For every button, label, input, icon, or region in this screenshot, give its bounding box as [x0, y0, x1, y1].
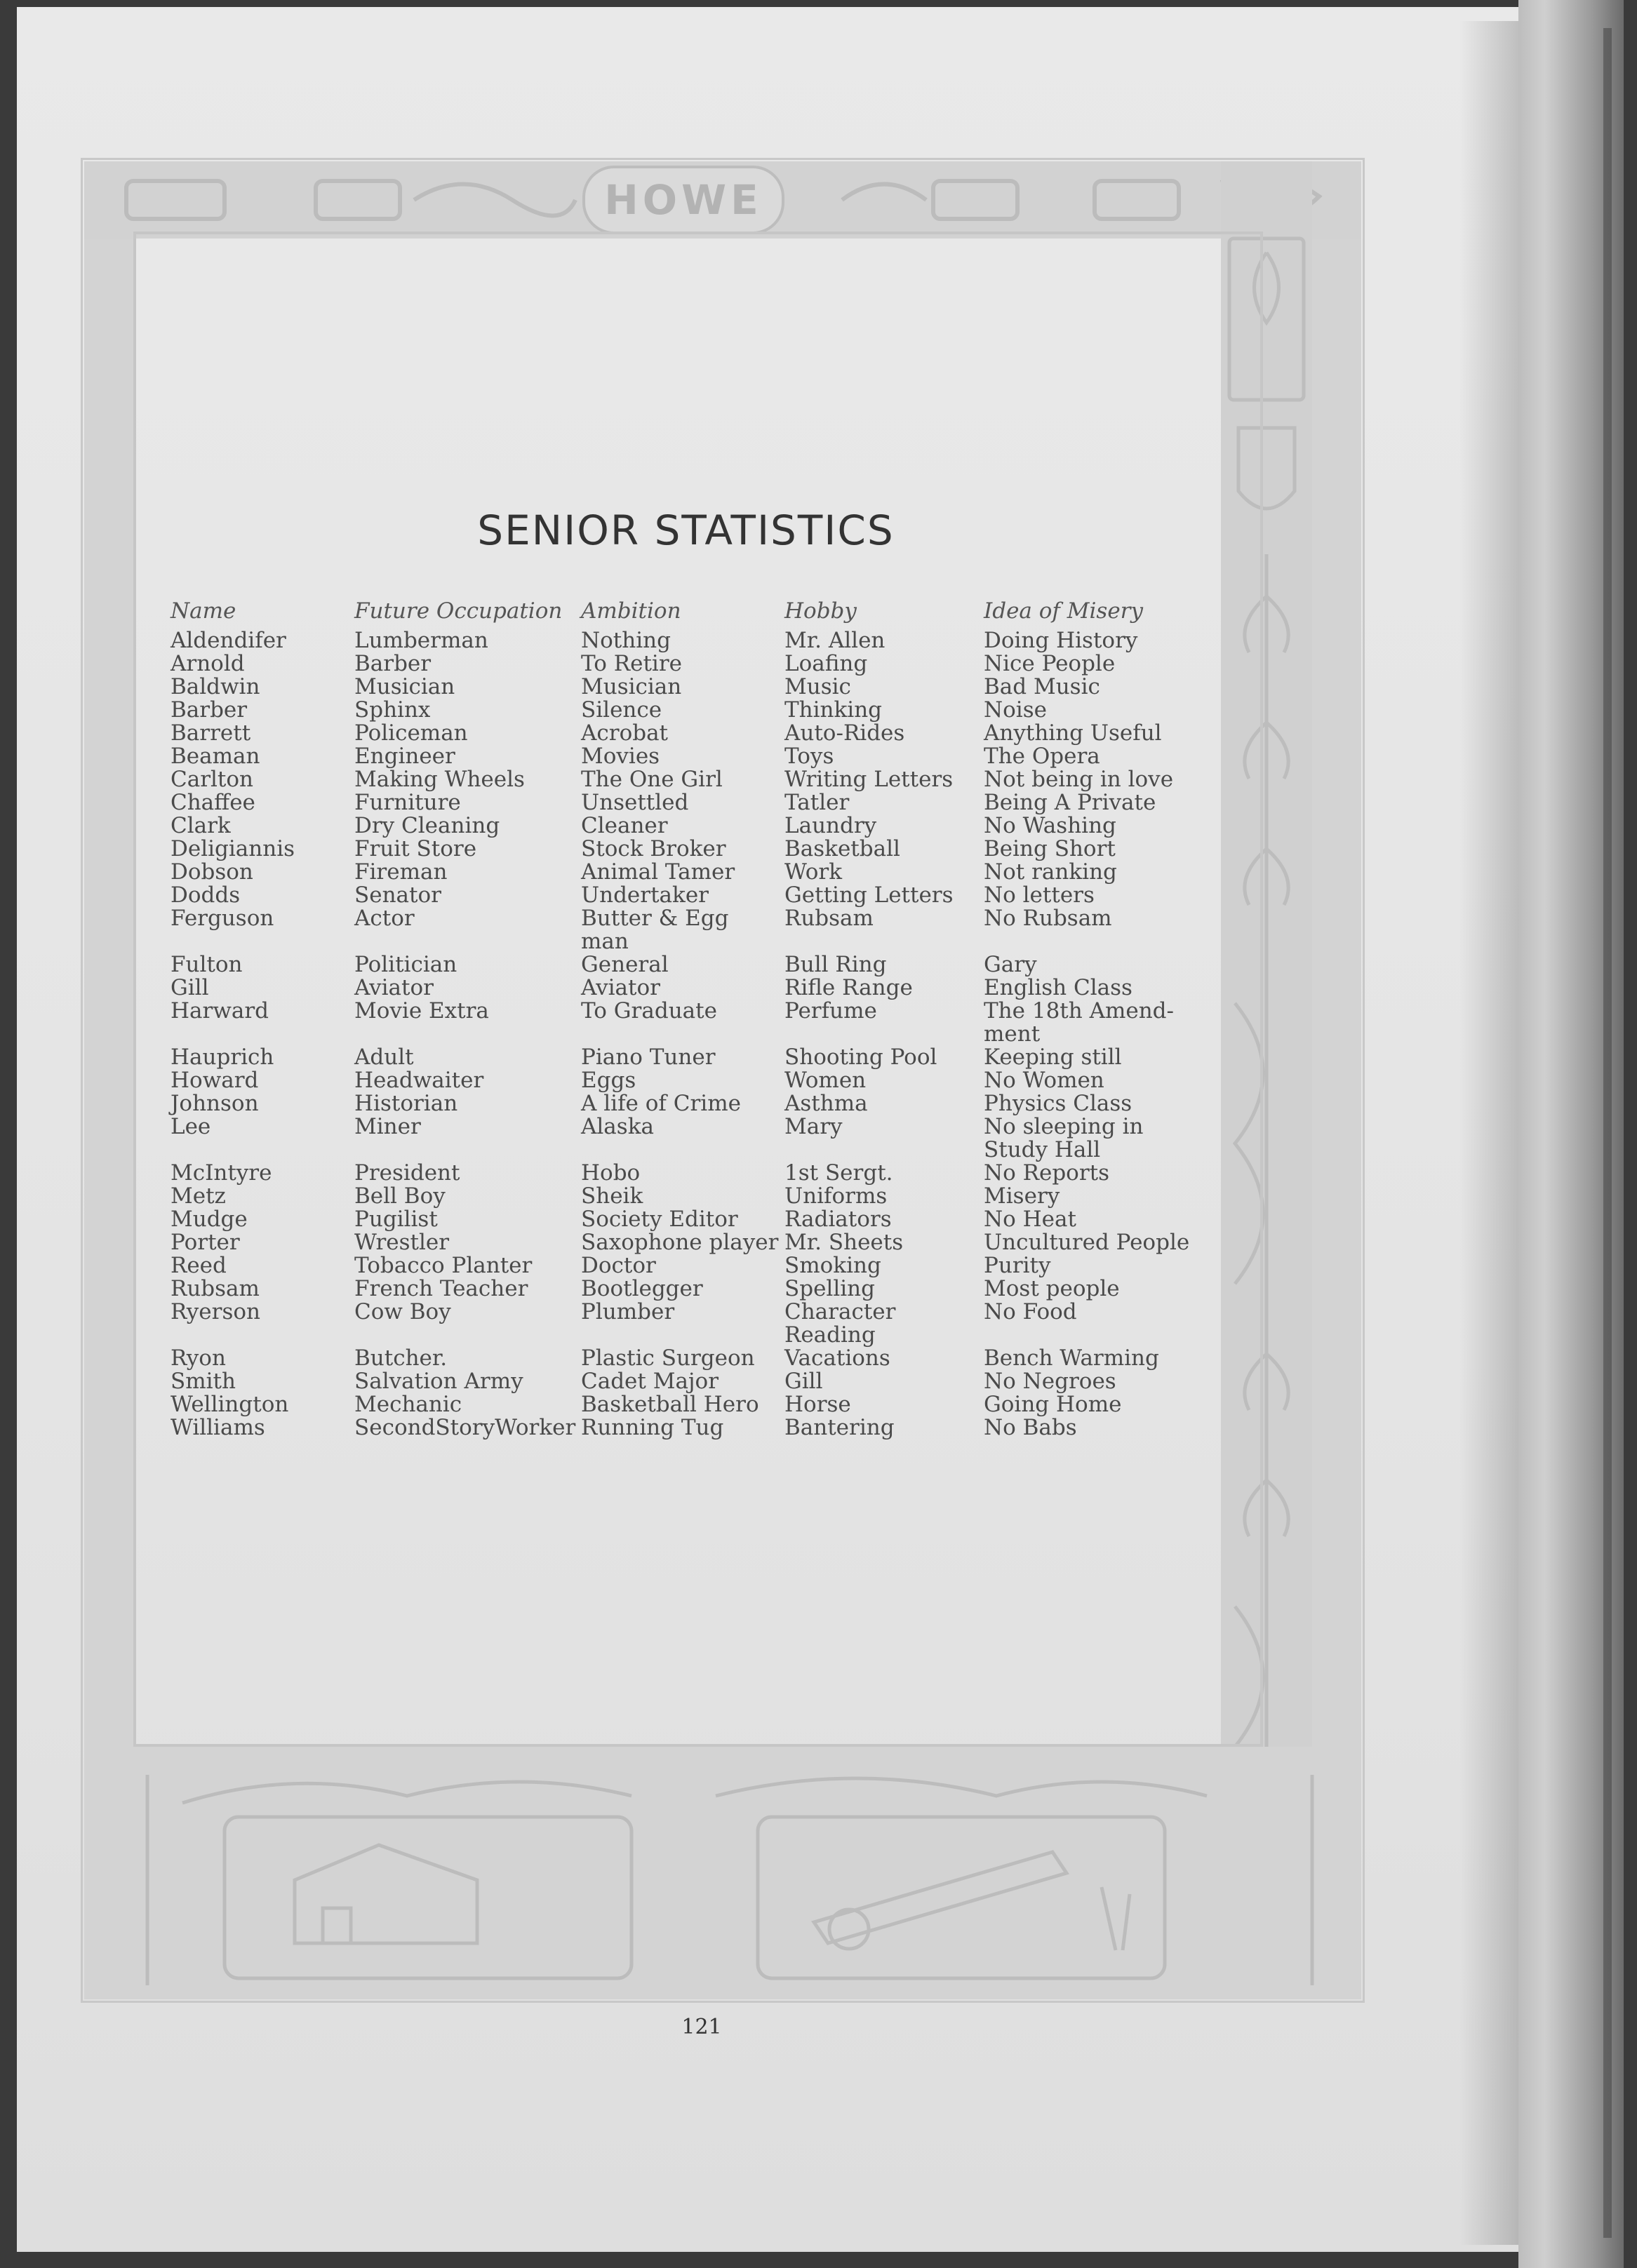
ambition-cell: man [581, 929, 629, 954]
misery-cell: No Rubsam [984, 906, 1112, 931]
occupation-cell: Headwaiter [354, 1068, 484, 1093]
ambition-cell: Alaska [581, 1114, 654, 1139]
ambition-cell: Unsettled [581, 790, 689, 815]
occupation-cell: Butcher. [354, 1346, 448, 1371]
ambition-cell: Hobo [581, 1160, 641, 1186]
misery-cell: Bench Warming [984, 1346, 1159, 1371]
name-cell: Chaffee [171, 790, 255, 815]
ambition-cell: Undertaker [581, 883, 709, 908]
binding-stripe [1603, 28, 1612, 2238]
occupation-cell [354, 1139, 575, 1162]
page-number: 121 [681, 2015, 722, 2039]
occupation-cell: Salvation Army [354, 1369, 523, 1394]
ambition-column [581, 600, 778, 1440]
misery-cell: Most people [984, 1276, 1120, 1301]
hobby-cell: Loafing [784, 651, 868, 676]
occupation-cell: Wrestler [354, 1230, 450, 1255]
ambition-cell: Cleaner [581, 813, 668, 838]
misery-cell: No Negroes [984, 1369, 1116, 1394]
hobby-header: Hobby [784, 598, 857, 624]
occupation-cell: Sphinx [354, 697, 431, 723]
misery-cell: No Babs [984, 1415, 1077, 1440]
hobby-cell: Character [784, 1299, 896, 1324]
hobby-cell [784, 1139, 954, 1162]
hobby-cell: 1st Sergt. [784, 1160, 893, 1186]
ambition-cell: Society Editor [581, 1207, 738, 1232]
name-cell [171, 930, 295, 953]
misery-cell: The 18th Amend- [984, 998, 1174, 1024]
misery-cell: No Reports [984, 1160, 1110, 1186]
ambition-cell [581, 1324, 778, 1347]
occupation-cell: Musician [354, 674, 455, 699]
occupation-cell: Senator [354, 883, 441, 908]
occupation-cell: Making Wheels [354, 767, 525, 792]
misery-cell: ment [984, 1021, 1041, 1047]
misery-cell: Going Home [984, 1392, 1122, 1417]
name-cell: Ryon [171, 1346, 226, 1371]
name-cell: Smith [171, 1369, 236, 1394]
occupation-cell: Cow Boy [354, 1299, 451, 1324]
ambition-cell: Saxophone player [581, 1230, 779, 1255]
name-cell: Barrett [171, 720, 251, 746]
name-cell: Dobson [171, 859, 253, 885]
misery-cell: Nice People [984, 651, 1116, 676]
hobby-cell: Bull Ring [784, 952, 887, 977]
hobby-cell: Women [784, 1068, 867, 1093]
misery-cell: Doing History [984, 628, 1138, 653]
occupation-cell: Dry Cleaning [354, 813, 500, 838]
misery-cell: Bad Music [984, 674, 1100, 699]
hobby-cell: Getting Letters [784, 883, 954, 908]
occupation-cell: Politician [354, 952, 457, 977]
banner-title: HOWE [582, 166, 784, 234]
occupation-cell: Tobacco Planter [354, 1253, 533, 1278]
hobby-cell: Tatler [784, 790, 850, 815]
hobby-cell: Music [784, 674, 851, 699]
ambition-cell: Plastic Surgeon [581, 1346, 755, 1371]
occupation-cell: Adult [354, 1045, 414, 1070]
hobby-cell [784, 1023, 954, 1046]
ambition-cell: General [581, 952, 669, 977]
ambition-cell: Eggs [581, 1068, 636, 1093]
hobby-cell: Rubsam [784, 906, 874, 931]
misery-column [984, 600, 1189, 1440]
occupation-cell: President [354, 1160, 460, 1186]
occupation-header: Future Occupation [354, 598, 563, 624]
bottom-illustration-panel [84, 1747, 1361, 1999]
occupation-cell: Bell Boy [354, 1183, 446, 1209]
name-cell: Lee [171, 1114, 211, 1139]
misery-cell: Misery [984, 1183, 1060, 1209]
hobby-cell: Mary [784, 1114, 843, 1139]
hobby-cell: Mr. Allen [784, 628, 886, 653]
name-cell: Rubsam [171, 1276, 260, 1301]
name-cell: Gill [171, 975, 209, 1000]
ambition-cell: Nothing [581, 628, 671, 653]
hobby-cell [784, 930, 954, 953]
misery-cell: Gary [984, 952, 1037, 977]
occupation-cell: Actor [354, 906, 415, 931]
misery-cell: Study Hall [984, 1137, 1101, 1162]
occupation-cell: Historian [354, 1091, 458, 1116]
occupation-cell: Miner [354, 1114, 421, 1139]
hobby-cell: Radiators [784, 1207, 892, 1232]
hobby-cell: Perfume [784, 998, 877, 1024]
occupation-cell: French Teacher [354, 1276, 528, 1301]
name-cell: Arnold [171, 651, 245, 676]
occupation-cell: Lumberman [354, 628, 488, 653]
hobby-cell: Uniforms [784, 1183, 888, 1209]
occupation-cell: Fruit Store [354, 836, 477, 861]
misery-cell: Purity [984, 1253, 1051, 1278]
occupation-cell: Mechanic [354, 1392, 462, 1417]
name-cell: Carlton [171, 767, 254, 792]
occupation-column [354, 600, 575, 1440]
name-cell: Porter [171, 1230, 240, 1255]
occupation-cell: Engineer [354, 744, 455, 769]
occupation-cell: Pugilist [354, 1207, 438, 1232]
misery-cell: Being Short [984, 836, 1116, 861]
name-cell: Barber [171, 697, 248, 723]
misery-header: Idea of Misery [984, 598, 1144, 624]
name-cell: Beaman [171, 744, 260, 769]
ambition-cell: A life of Crime [581, 1091, 741, 1116]
page-shadow [1459, 21, 1518, 2245]
misery-cell: Being A Private [984, 790, 1156, 815]
hobby-cell: Vacations [784, 1346, 890, 1371]
ambition-header: Ambition [581, 598, 681, 624]
hobby-cell: Gill [784, 1369, 823, 1394]
misery-cell: No sleeping in [984, 1114, 1144, 1139]
misery-cell: No Washing [984, 813, 1116, 838]
occupation-cell [354, 930, 575, 953]
name-cell [171, 1139, 295, 1162]
occupation-cell: Furniture [354, 790, 461, 815]
ambition-cell: Animal Tamer [581, 859, 735, 885]
occupation-cell: SecondStoryWorker [354, 1415, 576, 1440]
ambition-cell: Musician [581, 674, 682, 699]
ambition-cell: Cadet Major [581, 1369, 719, 1394]
misery-cell: Physics Class [984, 1091, 1132, 1116]
name-cell: Mudge [171, 1207, 248, 1232]
hobby-cell: Rifle Range [784, 975, 913, 1000]
name-cell: Ferguson [171, 906, 274, 931]
misery-cell: No Women [984, 1068, 1104, 1093]
name-cell [171, 1023, 295, 1046]
name-cell: Reed [171, 1253, 227, 1278]
name-cell: Howard [171, 1068, 259, 1093]
hobby-column [784, 600, 954, 1440]
hobby-cell: Basketball [784, 836, 900, 861]
ambition-cell: Doctor [581, 1253, 656, 1278]
misery-cell: No Heat [984, 1207, 1076, 1232]
ambition-cell: Plumber [581, 1299, 675, 1324]
hobby-cell: Toys [784, 744, 834, 769]
ambition-cell: Silence [581, 697, 662, 723]
name-header: Name [171, 598, 236, 624]
hobby-cell: Work [784, 859, 843, 885]
name-cell: Metz [171, 1183, 226, 1209]
hobby-cell: Bantering [784, 1415, 895, 1440]
ambition-cell: Aviator [581, 975, 660, 1000]
occupation-cell: Barber [354, 651, 432, 676]
occupation-cell: Movie Extra [354, 998, 489, 1024]
ambition-cell: To Retire [581, 651, 683, 676]
misery-cell: Noise [984, 697, 1047, 723]
name-cell: Fulton [171, 952, 243, 977]
ambition-cell: Movies [581, 744, 660, 769]
misery-cell: Not being in love [984, 767, 1174, 792]
occupation-cell: Fireman [354, 859, 448, 885]
hobby-cell: Thinking [784, 697, 883, 723]
ambition-cell [581, 1139, 778, 1162]
name-column [171, 600, 295, 1440]
scroll-illustration-icon [84, 1747, 1361, 1999]
misery-cell: Keeping still [984, 1045, 1122, 1070]
name-cell: Hauprich [171, 1045, 274, 1070]
misery-cell: No letters [984, 883, 1095, 908]
misery-cell: No Food [984, 1299, 1077, 1324]
ambition-cell: Acrobat [581, 720, 669, 746]
name-cell: Dodds [171, 883, 241, 908]
name-cell [171, 1324, 295, 1347]
ambition-cell: Piano Tuner [581, 1045, 716, 1070]
misery-cell: The Opera [984, 744, 1100, 769]
name-cell: Harward [171, 998, 269, 1024]
occupation-cell [354, 1023, 575, 1046]
ambition-cell: Basketball Hero [581, 1392, 759, 1417]
hobby-cell: Auto-Rides [784, 720, 905, 746]
ambition-cell: Butter & Egg [581, 906, 729, 931]
misery-cell: Uncultured People [984, 1230, 1190, 1255]
hobby-cell: Mr. Sheets [784, 1230, 904, 1255]
name-cell: Clark [171, 813, 231, 838]
ambition-cell: Bootlegger [581, 1276, 703, 1301]
ambition-cell [581, 1023, 778, 1046]
name-cell: Williams [171, 1415, 265, 1440]
name-cell: Johnson [171, 1091, 259, 1116]
name-cell: Ryerson [171, 1299, 261, 1324]
hobby-cell: Writing Letters [784, 767, 954, 792]
ambition-cell: The One Girl [581, 767, 723, 792]
misery-cell [984, 1324, 1189, 1347]
misery-cell [984, 930, 1189, 953]
name-cell: Wellington [171, 1392, 289, 1417]
name-cell: Deligiannis [171, 836, 295, 861]
ambition-cell: To Graduate [581, 998, 717, 1024]
name-cell: Baldwin [171, 674, 260, 699]
hobby-cell: Laundry [784, 813, 877, 838]
occupation-cell: Policeman [354, 720, 468, 746]
hobby-cell: Horse [784, 1392, 851, 1417]
occupation-cell: Aviator [354, 975, 434, 1000]
hobby-cell: Shooting Pool [784, 1045, 937, 1070]
ambition-cell: Running Tug [581, 1415, 724, 1440]
ambition-cell: Sheik [581, 1183, 643, 1209]
hobby-cell: Spelling [784, 1276, 875, 1301]
hobby-cell: Asthma [784, 1091, 868, 1116]
misery-cell: Not ranking [984, 859, 1117, 885]
page-title: SENIOR STATISTICS [477, 506, 895, 554]
misery-cell: English Class [984, 975, 1132, 1000]
name-cell: Aldendifer [171, 628, 286, 653]
hobby-cell: Smoking [784, 1253, 881, 1278]
misery-cell: Anything Useful [984, 720, 1162, 746]
ambition-cell: Stock Broker [581, 836, 726, 861]
name-cell: McIntyre [171, 1160, 272, 1186]
hobby-cell: Reading [784, 1322, 876, 1348]
occupation-cell [354, 1324, 575, 1347]
